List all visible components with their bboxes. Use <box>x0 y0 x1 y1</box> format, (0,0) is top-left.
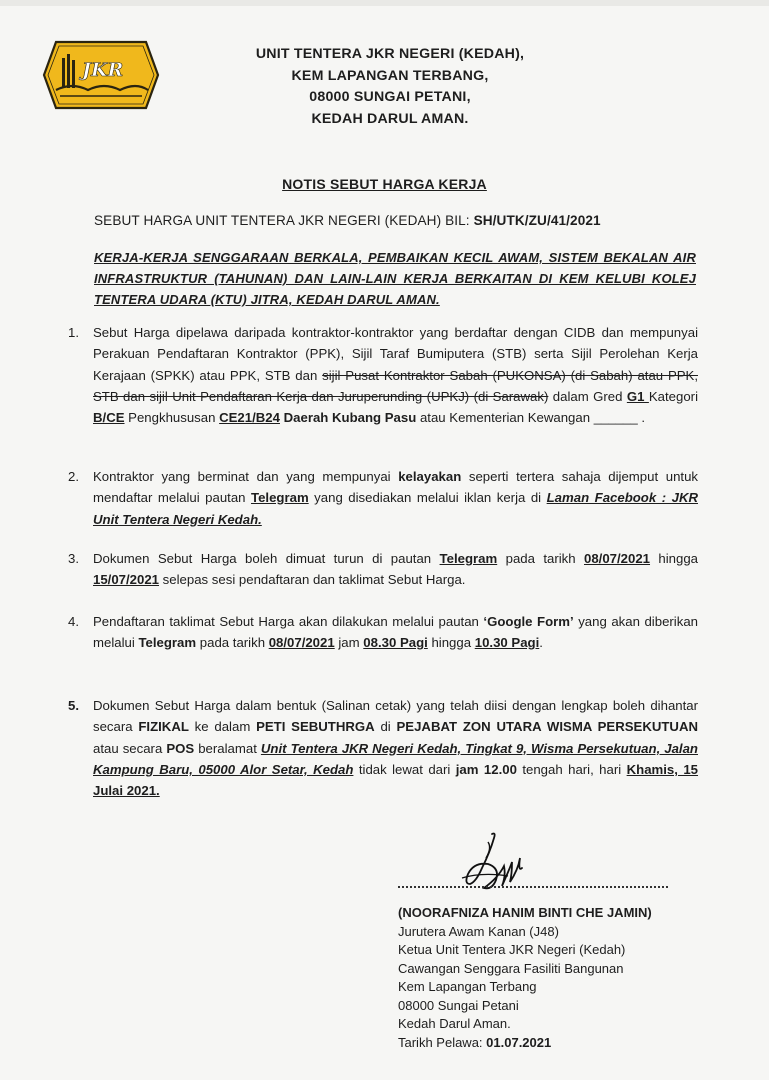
notice-item-1 <box>68 322 698 428</box>
item-text: Dokumen Sebut Harga dalam bentuk (Salinan cetak) yang telah diisi dengan lengkap boleh dihantar secara <box>93 698 698 735</box>
item-number: 4. <box>68 614 79 629</box>
google-form-text: ‘Google Form’ <box>483 614 574 629</box>
reference-number: SH/UTK/ZU/41/2021 <box>473 213 601 228</box>
struck-text: sijil Pusat Kontraktor Sabah (PUKONSA) (di Sabah) atau PPK, STB dan sijil Unit Pendaftaran Kerja dan Juruperunding (UPKJ) (di Sarawak) <box>93 367 698 404</box>
item-text: pada tarikh <box>196 635 269 651</box>
postal-address: Unit Tentera JKR Negeri Kedah, Tingkat 9, Wisma Persekutuan, Jalan Kampung Baru, 05000 Alor Setar, Kedah <box>93 740 698 777</box>
item-text: hingga <box>650 551 699 566</box>
facebook-page: Laman Facebook : JKR Unit Tentera Negeri Kedah. <box>93 490 698 527</box>
item-text: Pengkhususan <box>124 410 220 426</box>
item-body <box>93 322 698 428</box>
notice-item-5 <box>68 695 698 801</box>
letterhead-line-4: KEDAH DARUL AMAN. <box>311 110 469 127</box>
notice-item-2 <box>68 466 698 530</box>
item-text: selepas sesi pendaftaran dan taklimat Sebut Harga. <box>159 572 466 588</box>
end-time: 10.30 Pagi <box>474 635 540 651</box>
letterhead <box>230 44 550 130</box>
item-text: tidak lewat dari <box>353 761 456 777</box>
item-body <box>93 611 698 654</box>
item-text: Dokumen Sebut Harga boleh dimuat turun di pautan <box>93 551 440 566</box>
signatory-name: (NOORAFNIZA HANIM BINTI CHE JAMIN) <box>398 905 652 920</box>
item-text: Pendaftaran taklimat Sebut Harga akan dilakukan melalui pautan <box>93 614 484 629</box>
telegram-text: Telegram <box>138 635 197 651</box>
item-text: jam <box>334 635 364 651</box>
fizikal-text: FIZIKAL <box>138 719 189 735</box>
signatory-title: Jurutera Awam Kanan (J48) <box>398 923 559 939</box>
briefing-date: 08/07/2021 <box>268 635 335 651</box>
item-number: 1. <box>68 325 79 340</box>
project-subject: KERJA-KERJA SENGGARAAN BERKALA, PEMBAIKAN KECIL AWAM, SISTEM BEKALAN AIR INFRASTRUKTUR (TAHUNAN) DAN LAIN-LAIN KERJA BERKAITAN DI KEM KELUBI KOLEJ TENTERA UDARA (KTU) JITRA, KEDAH DARUL AMAN. <box>94 250 696 307</box>
item-text: pada tarikh <box>497 551 584 566</box>
signatory-position: Ketua Unit Tentera JKR Negeri (Kedah) <box>398 942 626 957</box>
letterhead-line-1: UNIT TENTERA JKR NEGERI (KEDAH), <box>255 46 525 62</box>
item-body <box>93 548 698 591</box>
item-number: 2. <box>68 469 79 484</box>
letterhead-line-3: 08000 SUNGAI PETANI, <box>309 89 471 105</box>
start-date: 08/07/2021 <box>584 551 651 566</box>
item-text: tengah hari, hari <box>516 761 627 777</box>
item-number: 5. <box>68 698 79 713</box>
notice-title: NOTIS SEBUT HARGA KERJA <box>282 176 487 192</box>
gred-value: G1 <box>626 388 649 404</box>
item-body <box>93 695 698 801</box>
invitation-date-line <box>398 1034 652 1053</box>
kategori-value: B/CE <box>93 410 125 426</box>
item-text: ke dalam <box>188 719 257 735</box>
notice-item-4 <box>68 611 698 654</box>
item-text: Sebut Harga dipelawa daripada kontraktor-kontraktor yang berdaftar dengan CIDB dan mempunyai Perakuan Pendaftaran Kontraktor (PPK), Sijil Taraf Bumiputera (STB) serta Sijil Perolehan Kerja Kerajaan (SPKK) atau PPK, STB dan <box>93 325 698 383</box>
pos-text: POS <box>166 740 195 756</box>
start-time: 08.30 Pagi <box>363 635 428 651</box>
kelayakan-text: kelayakan <box>398 469 462 484</box>
signature-line <box>398 886 668 888</box>
blank-field: ______ <box>593 410 638 426</box>
telegram-link: Telegram <box>251 490 309 506</box>
telegram-link: Telegram <box>439 551 498 566</box>
item-text: yang akan diberikan melalui <box>93 614 698 651</box>
signature-block <box>398 904 652 1052</box>
daerah-value: Daerah Kubang Pasu <box>283 410 417 426</box>
item-text: yang disediakan melalui iklan kerja di <box>308 490 547 506</box>
item-text: atau Kementerian Kewangan <box>416 410 594 426</box>
item-text: di <box>374 719 397 735</box>
item-text: . <box>637 410 646 426</box>
invitation-date: 01.07.2021 <box>486 1034 552 1050</box>
signatory-address-1: Kem Lapangan Terbang <box>398 979 537 994</box>
end-date: 15/07/2021 <box>93 572 160 588</box>
letterhead-line-2: KEM LAPANGAN TERBANG, <box>291 67 489 84</box>
jkr-logo <box>42 40 160 110</box>
deadline-time: jam 12.00 <box>455 761 517 777</box>
pejabat-text: PEJABAT ZON UTARA WISMA PERSEKUTUAN <box>396 719 698 735</box>
top-strip <box>0 0 769 6</box>
item-text: beralamat <box>194 740 261 756</box>
item-text: Kategori <box>648 388 698 404</box>
peti-text: PETI SEBUTHRGA <box>256 719 375 735</box>
item-text: hingga <box>427 635 475 651</box>
deadline-date: Khamis, 15 Julai 2021. <box>93 761 699 799</box>
signatory-address-2: 08000 Sungai Petani <box>398 997 519 1013</box>
item-number: 3. <box>68 551 79 566</box>
item-text: Kontraktor yang berminat dan yang mempunyai <box>93 469 399 484</box>
signatory-address-3: Kedah Darul Aman. <box>398 1016 511 1031</box>
reference-prefix: SEBUT HARGA UNIT TENTERA JKR NEGERI (KEDAH) BIL: <box>94 213 474 228</box>
notice-item-3 <box>68 548 698 591</box>
reference-line <box>94 213 601 228</box>
item-body <box>93 466 698 530</box>
item-text: atau secara <box>93 740 167 756</box>
item-text: dalam Gred <box>548 388 627 404</box>
logo-text: JKR <box>82 59 124 81</box>
signatory-branch: Cawangan Senggara Fasiliti Bangunan <box>398 960 624 976</box>
invitation-date-label: Tarikh Pelawa: <box>398 1034 487 1050</box>
item-text: . <box>539 635 543 651</box>
pengkhususan-value: CE21/B24 <box>219 410 280 426</box>
item-text: seperti tertera sahaja dijemput untuk mendaftar melalui pautan <box>93 469 698 506</box>
